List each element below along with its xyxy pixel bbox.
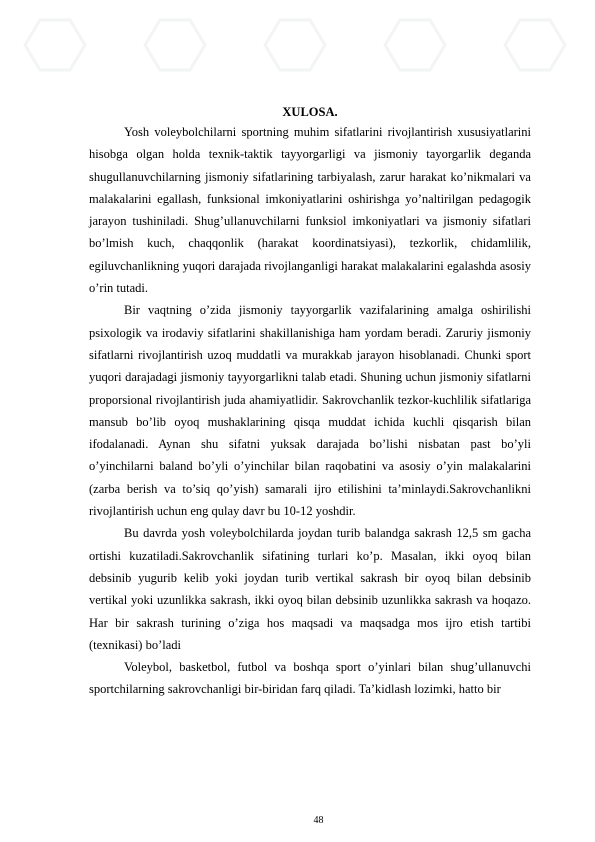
paragraph-1: Yosh voleybolchilarni sportning muhim sifatlarini rivojlantirish xususiyatlarini hisobga olgan holda texnik-taktik tayyorgarligi va jismoniy tayorgarlik deganda shugullanuvchilarning jismoniy sifatlarining tarbiyalash, zarur harakat ko’nikmalari va malakalarini egallash, funksional imkoniyatlarini oshirishga yo’naltirilgan pedagogik jarayon tushiniladi. Shug’ullanuvchilarni funksiol imkoniyatlari va jismoniy sifatlari bo’lmish kuch, chaqqonlik (harakat koordinatsiyasi), tezkorlik, chidamlilik, egiluvchanlikning yuqori darajada rivojlanganligi harakat malakalarini egalashda asosiy o’rin tutadi. — [89, 125, 531, 296]
page-number: 48 — [313, 815, 324, 826]
document-body — [89, 104, 531, 701]
document-title: XULOSA. — [282, 105, 338, 119]
paragraph-4: Voleybol, basketbol, futbol va boshqa sport o’yinlari bilan shug’ullanuvchi sportchilarning sakrovchanligi bir-biridan farq qiladi. Ta’kidlash lozimki, hatto bir — [89, 660, 531, 697]
paragraph-2: Bir vaqtning o’zida jismoniy tayyorgarlik vazifalarining amalga oshirilishi psixologik va irodaviy sifatlarini shakillanishiga ham yordam beradi. Zaruriy jismoniy sifatlarni rivojlantirish uzoq muddatli va murakkab jarayon hisoblanadi. Chunki sport yuqori darajadagi jismoniy tayyorgarlikni talab etadi. Shuning uchun jismoniy sifatlarni proporsional rivojlantirish juda ahamiyatlidir. Sakrovchanlik tezkor-kuchlilik sifatlariga mansub bo’lib oyoq mushaklarining qisqa muddat ichida kuchli qisqarish bilan ifodalanadi. Aynan shu sifatni yuksak darajada bo’lishi nisbatan past bo’yli o’yinchilarni baland bo’yli o’yinchilar bilan raqobatini va asosiy o’yin malakalarini (zarba berish va to’siq qo’yish) samarali ijro etilishini ta’minlaydi.Sakrovchanlikni rivojlantirish uchun eng qulay davr bu 10-12 yoshdir. — [89, 303, 531, 519]
paragraph-3: Bu davrda yosh voleybolchilarda joydan turib balandga sakrash 12,5 sm gacha ortishi kuzatiladi.Sakrovchanlik sifatining turlari ko’p. Masalan, ikki oyoq bilan debsinib yugurib kelib yoki joydan turib vertikal sakrash bir oyoq bilan debsinib vertikal yoki uzunlikka sakrash, ikki oyoq bilan debsinib uzunlikka sakrash va hoqazo. Har bir sakrash turining o’ziga hos maqsadi va maqsadga mos ijro etish tartibi (texnikasi) bo’ladi — [89, 526, 531, 652]
